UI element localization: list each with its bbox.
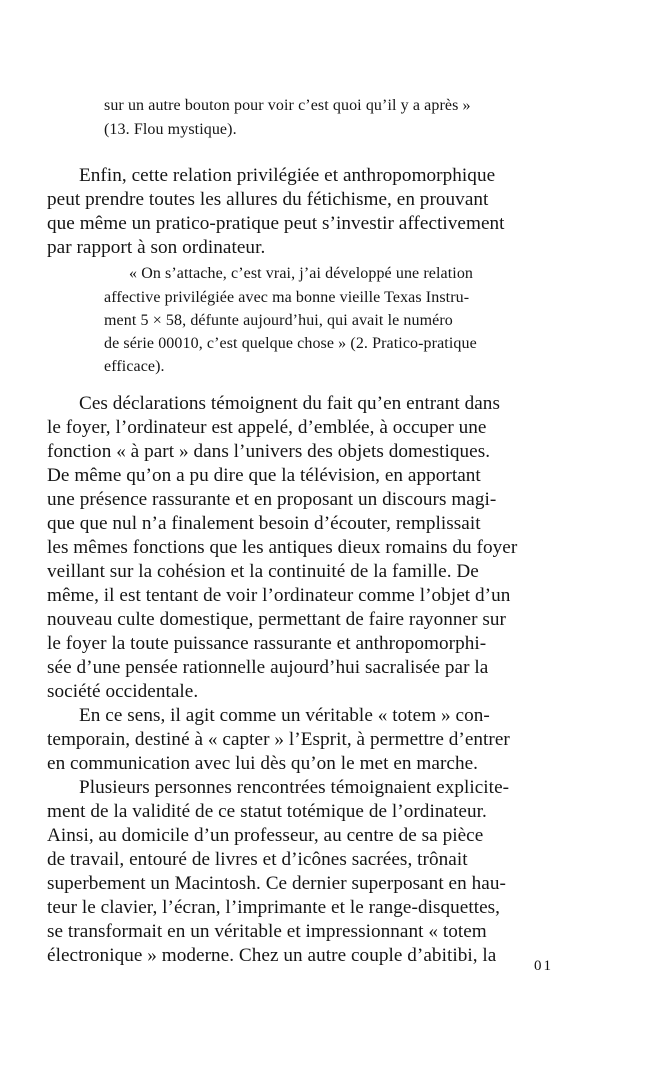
paragraph-persons-line-7: se transformait en un véritable et impressionnant « totem	[47, 921, 487, 942]
paragraph-declarations-line-5: une présence rassurante et en proposant un discours magi-	[47, 489, 497, 510]
quote-top-line-1: sur un autre bouton pour voir c’est quoi qu’il y a après »	[104, 97, 471, 114]
paragraph-declarations-line-4: De même qu’on a pu dire que la télévision, en apportant	[47, 465, 481, 486]
paragraph-totem-line-1: En ce sens, il agit comme un véritable « totem » con-	[79, 705, 490, 726]
paragraph-fetishism-line-3: que même un pratico-pratique peut s’investir affectivement	[47, 213, 505, 234]
paragraph-declarations-line-7: les mêmes fonctions que les antiques dieux romains du foyer	[47, 537, 518, 558]
paragraph-persons-line-3: Ainsi, au domicile d’un professeur, au centre de sa pièce	[47, 825, 484, 846]
paragraph-declarations-line-10: nouveau culte domestique, permettant de faire rayonner sur	[47, 609, 506, 630]
paragraph-declarations-line-3: fonction « à part » dans l’univers des objets domestiques.	[47, 441, 491, 462]
paragraph-declarations-line-1: Ces déclarations témoignent du fait qu’en entrant dans	[79, 393, 500, 414]
paragraph-declarations-line-9: même, il est tentant de voir l’ordinateur comme l’objet d’un	[47, 585, 511, 606]
quote-top-line-2: (13. Flou mystique).	[104, 121, 237, 138]
page-number: 01	[534, 958, 553, 974]
quote-texas-line-1: « On s’attache, c’est vrai, j’ai développé une relation	[129, 265, 474, 282]
paragraph-declarations-line-13: société occidentale.	[47, 681, 199, 702]
paragraph-declarations-line-12: sée d’une pensée rationnelle aujourd’hui sacralisée par la	[47, 657, 489, 678]
paragraph-declarations-line-11: le foyer la toute puissance rassurante et anthropomorphi-	[47, 633, 487, 654]
quote-texas-line-2: affective privilégiée avec ma bonne vieille Texas Instru-	[104, 289, 470, 306]
quote-texas-line-4: de série 00010, c’est quelque chose » (2. Pratico-pratique	[104, 335, 477, 352]
quote-texas-line-3: ment 5 × 58, défunte aujourd’hui, qui avait le numéro	[104, 312, 453, 329]
paragraph-persons-line-5: superbement un Macintosh. Ce dernier superposant en hau-	[47, 873, 506, 894]
quote-texas-line-5: efficace).	[104, 358, 165, 375]
paragraph-declarations-line-8: veillant sur la cohésion et la continuité de la famille. De	[47, 561, 479, 582]
paragraph-persons-line-6: teur le clavier, l’écran, l’imprimante et le range-disquettes,	[47, 897, 501, 918]
paragraph-persons-line-8: électronique » moderne. Chez un autre couple d’abitibi, la	[47, 945, 497, 966]
paragraph-fetishism-line-2: peut prendre toutes les allures du fétichisme, en prouvant	[47, 189, 489, 210]
paragraph-fetishism-line-4: par rapport à son ordinateur.	[47, 237, 266, 258]
paragraph-declarations-line-6: que que nul n’a finalement besoin d’écouter, remplissait	[47, 513, 481, 534]
paragraph-persons-line-4: de travail, entouré de livres et d’icônes sacrées, trônait	[47, 849, 468, 870]
paragraph-totem-line-2: temporain, destiné à « capter » l’Esprit, à permettre d’entrer	[47, 729, 510, 750]
paragraph-persons-line-1: Plusieurs personnes rencontrées témoignaient explicite-	[79, 777, 510, 798]
paragraph-declarations-line-2: le foyer, l’ordinateur est appelé, d’emblée, à occuper une	[47, 417, 487, 438]
paragraph-fetishism-line-1: Enfin, cette relation privilégiée et anthropomorphique	[79, 165, 496, 186]
paragraph-totem-line-3: en communication avec lui dès qu’on le met en marche.	[47, 753, 479, 774]
paragraph-persons-line-2: ment de la validité de ce statut totémique de l’ordinateur.	[47, 801, 487, 822]
